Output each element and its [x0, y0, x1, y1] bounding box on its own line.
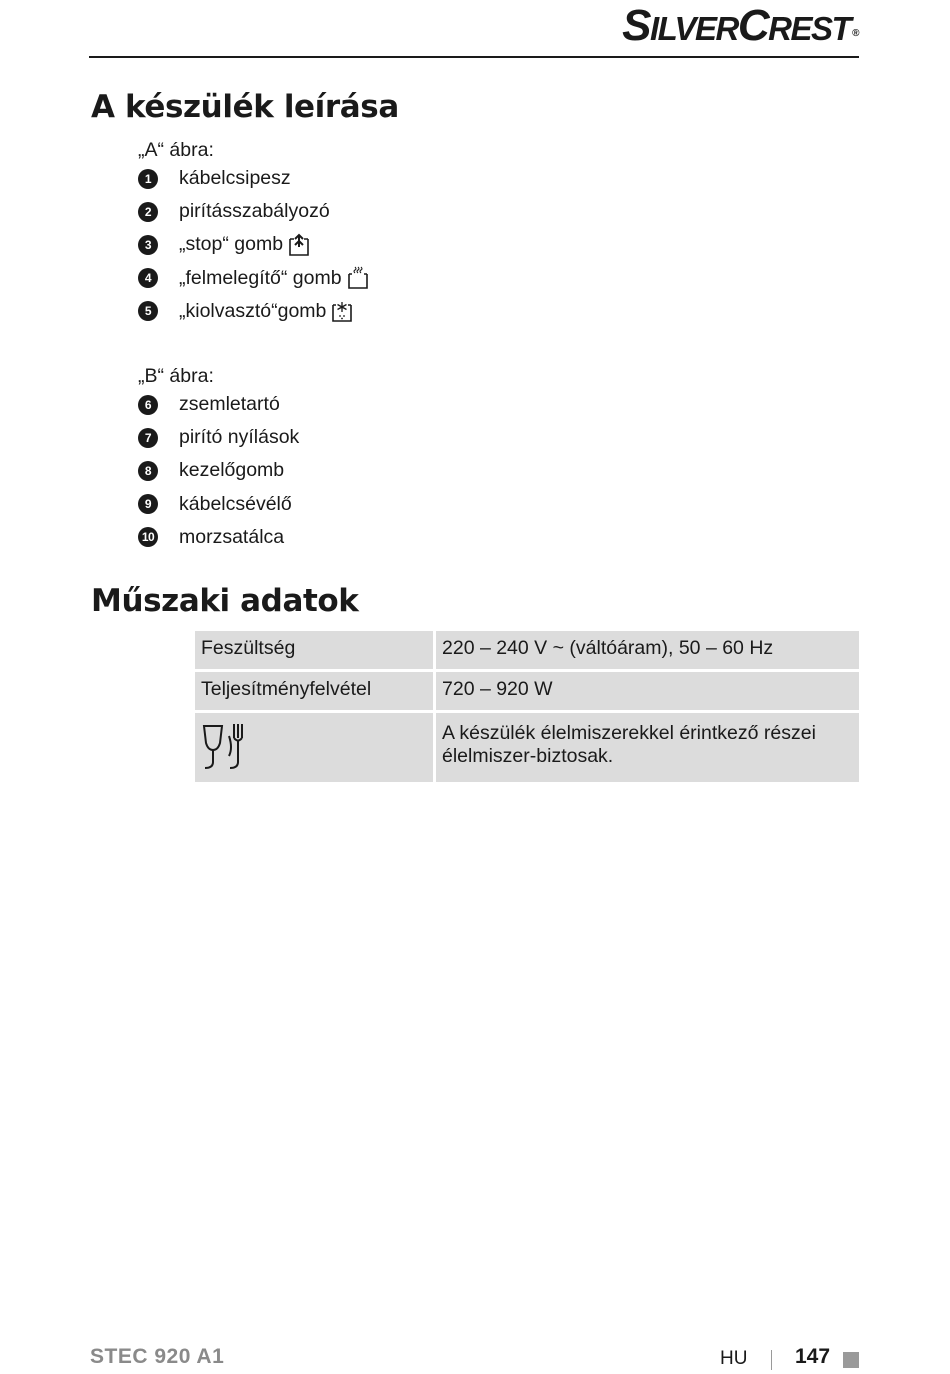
list-item: [138, 195, 369, 228]
item-number-badge: 2: [138, 202, 158, 222]
item-number-badge: 6: [138, 395, 158, 415]
footer-page-number: 147: [795, 1345, 831, 1368]
footer-square-marker: [843, 1352, 859, 1368]
item-number-badge: 8: [138, 461, 158, 481]
table-cell-value: 720 – 920 W: [436, 672, 859, 713]
list-item: [138, 521, 299, 554]
footer-model-number: STEC 920 A1: [90, 1345, 225, 1368]
item-label: zsemletartó: [179, 393, 280, 416]
header-rule: [89, 56, 859, 58]
item-label: „kiolvasztó“gomb: [179, 299, 327, 322]
list-item: [138, 488, 299, 521]
section-title-description: A készülék leírása: [91, 89, 399, 125]
table-cell-value: [436, 713, 859, 785]
item-number-badge: 5: [138, 301, 158, 321]
list-item: [138, 262, 369, 295]
section-title-technical: Műszaki adatok: [91, 583, 359, 619]
stop-icon: [288, 233, 310, 257]
list-item: [138, 228, 369, 261]
item-label: „stop“ gomb: [179, 233, 284, 256]
footer-language: HU: [720, 1348, 748, 1369]
item-number-badge: 3: [138, 235, 158, 255]
table-row: [195, 713, 859, 785]
item-number-badge: 7: [138, 428, 158, 448]
figure-a-label: „A“ ábra:: [138, 139, 214, 161]
brand-logo: SILVERCREST ®: [622, 1, 858, 50]
table-cell-value: 220 – 240 V ~ (váltóáram), 50 – 60 Hz: [436, 631, 859, 672]
reheat-icon: [347, 266, 369, 290]
item-label: pirító nyílások: [179, 426, 300, 449]
item-label: kábelcsévélő: [179, 492, 292, 515]
list-item: [138, 162, 369, 195]
item-label: morzsatálca: [179, 525, 285, 548]
registered-mark: ®: [852, 28, 858, 39]
item-number-badge: 4: [138, 268, 158, 288]
technical-data-table: [195, 631, 859, 785]
item-label: kábelcsipesz: [179, 167, 291, 190]
food-safe-icon: [201, 722, 245, 770]
item-label: pirításszabályozó: [179, 200, 330, 223]
figure-a-list: [138, 162, 369, 328]
item-number-badge: 9: [138, 494, 158, 514]
value-line: A készülék élelmiszerekkel érintkező részei: [442, 722, 816, 744]
table-cell-label: [195, 713, 436, 785]
table-row: [195, 631, 859, 672]
figure-b-list: [138, 388, 299, 554]
list-item: [138, 454, 299, 487]
list-item: [138, 295, 369, 328]
list-item: [138, 421, 299, 454]
item-number-badge: 1: [138, 169, 158, 189]
defrost-icon: [331, 299, 353, 323]
table-row: [195, 672, 859, 713]
figure-b-label: „B“ ábra:: [138, 365, 214, 387]
item-label: „felmelegítő“ gomb: [179, 266, 342, 289]
table-cell-label: Teljesítményfelvétel: [195, 672, 436, 713]
value-line: élelmiszer-biztosak.: [442, 745, 614, 767]
table-cell-label: Feszültség: [195, 631, 436, 672]
item-number-badge: 10: [138, 527, 158, 547]
footer-divider: [771, 1350, 772, 1370]
item-label: kezelőgomb: [179, 459, 285, 482]
list-item: [138, 388, 299, 421]
